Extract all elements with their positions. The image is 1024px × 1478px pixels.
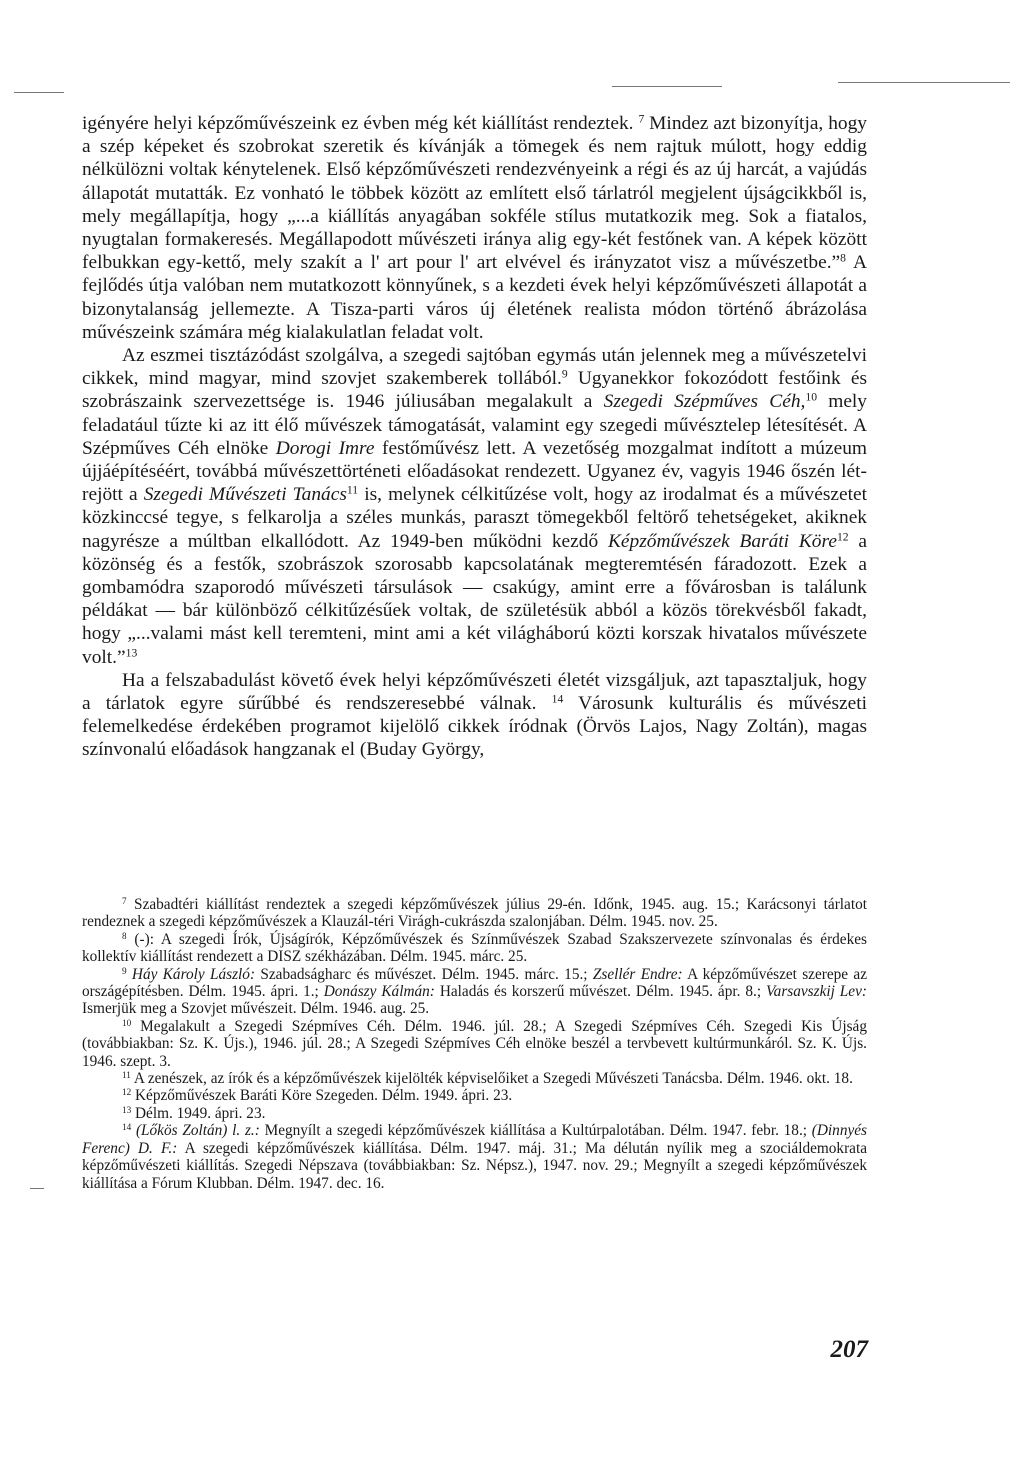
- footnote: [82, 896, 867, 931]
- header-rule-center: [612, 86, 722, 87]
- margin-mark: [30, 1188, 44, 1189]
- note-reference: 13: [122, 1104, 132, 1115]
- note-reference: 10: [805, 391, 818, 405]
- text-run: Szabadtéri kiállítást rendeztek a szegedi képzőművészek július 29-én. Időnk, 1945. aug. 15.; Karácsonyi tárlatot rendeznek a szegedi képzőművészek a Klauzál-téri Virágh-cukrászda szalonjában. Délm. 1945. nov. 25.: [82, 896, 867, 931]
- text-run: A zenészek, az írók és a képzőművészek kijelölték képviselőiket a Szegedi Művészeti Tanácsba. Délm. 1946. okt. 18.: [130, 1070, 853, 1088]
- footnote: [82, 1070, 867, 1087]
- note-reference: 8: [122, 930, 127, 941]
- footnote: [82, 1122, 867, 1192]
- header-rule-left: [14, 92, 64, 93]
- text-run: Képzőművészek Baráti Köre Szegeden. Délm. 1949. ápri. 23.: [131, 1087, 513, 1105]
- footnote: [82, 1087, 867, 1104]
- text-run: Városunk kulturális és művészeti felemelkedése érdekében programot kijelölő cikkek íródnak (Örvös Lajos, Nagy Zoltán), magas színvonalú előadások hangzanak el (Buday György,: [82, 693, 868, 761]
- footnote: [82, 966, 867, 1018]
- note-reference: 12: [836, 530, 849, 544]
- text-run: Ugyanekkor fokozódott festőink és szobrászaink szervezettsége is. 1946 júliusában megalakult a: [82, 368, 868, 413]
- header-rule-right: [838, 82, 1010, 83]
- note-reference: 7: [122, 895, 127, 906]
- text-run: Haladás és korszerű művészet. Délm. 1945. ápr. 8.;: [434, 983, 767, 1001]
- italic-text: (Dinnyés Ferenc) D. F.:: [82, 1122, 868, 1157]
- footnote: [82, 1018, 867, 1070]
- text-run: Az eszmei tisztázódást szolgálva, a szegedi sajtóban egymás után jelennek meg a művészetelvi cikkek, mind magyar, mind szovjet szakemberek tollából.: [82, 345, 867, 390]
- text-run: A szegedi képzőművészek kiállítása. Délm. 1947. máj. 31.; Ma délután nyílik meg a szociáldemokrata képzőművészeti kiállítás. Szegedi Népszava (továbbiakban: Sz. Népsz.), 1947. nov. 29.; Megnyílt a szegedi képzőművészek kiállítása a Fórum Klubban. Délm. 1947. dec. 16.: [82, 1139, 868, 1192]
- text-run: Délm. 1949. ápri. 23.: [131, 1104, 266, 1122]
- text-run: Mindez azt bizonyítja, hogy a szép képeket és szobrokat szeretik és kívánják a tömegek és nem rajtuk múlott, hogy eddig nélkülözni voltak kénytelenek. Első képzőművészeti rendezvényeink a régi és az új harcát, a vajúdás állapotát mutatták. Ez vonható le többek között az említett első tárlatról megjelent újságcikkből is, mely megállapítja, hogy „...a kiállítás anyagában sokféle stílus mutatkozik meg. Sok a fiatalos, nyugtalan formakeresés. Megállapodott művészeti iránya alig egy-két festőnek van. A képek között felbukkan egy-kettő, mely szakít a l' art pour l' art elvével és irányzatot visz a művészetbe.”: [82, 113, 867, 274]
- note-reference: 9: [122, 965, 127, 976]
- text-run: Ismerjük meg a Szovjet művészeit. Délm. 1946. aug. 25.: [82, 1000, 430, 1018]
- italic-text: Képzőművészek Baráti Köre: [607, 530, 837, 552]
- text-run: A fejlődés útja valóban nem mutatkozott könnyűnek, s a kezdeti évek helyi képzőművészeti állapotát a bizonytalanság jellemezte. A Tisza-parti város új életének realista módon történő ábrázolása művészeink számára még kialakulatlan feladat volt.: [82, 252, 868, 343]
- italic-text: Zsellér Endre:: [592, 965, 683, 983]
- text-run: A képzőművészet szerepe az országépítésben. Délm. 1945. ápri. 1.;: [82, 965, 867, 1001]
- body-paragraph: [82, 669, 867, 762]
- note-reference: 10: [122, 1017, 132, 1028]
- body-paragraph: [82, 344, 867, 669]
- italic-text: Donászy Kálmán:: [323, 983, 435, 1001]
- text-run: a közönség és a festők, szobrászok szorosabb kapcsolatának megteremtésén fáradozott. Ezek a gombamódra szaporodó művészeti társulások — csakúgy, amint erre a fővárosban is találunk példákat — bár különböző célkitűzésűek voltak, de születésük abból a közös törekvésből fakadt, hogy „...valami mást kell teremteni, mint ami a két világháború közti korszak hivatalos művészete volt.”: [82, 530, 867, 668]
- italic-text: Dorogi Imre: [275, 437, 375, 459]
- italic-text: Szegedi Művészeti Tanács: [143, 484, 347, 506]
- text-run: igényére helyi képzőművészeink ez évben még két kiállítást rendeztek.: [82, 113, 639, 134]
- text-run: Megnyílt a szegedi képzőművészek kiállítása a Kultúrpalotában. Délm. 1947. febr. 18.;: [259, 1122, 812, 1140]
- text-run: Szabadságharc és művészet. Délm. 1945. márc. 15.;: [255, 965, 593, 983]
- note-reference: 7: [638, 112, 645, 126]
- note-reference: 14: [551, 692, 564, 706]
- body-paragraph: [82, 112, 867, 344]
- italic-text: Varsavszkij Lev:: [766, 983, 867, 1001]
- note-reference: 12: [122, 1087, 132, 1098]
- note-reference: 8: [840, 251, 846, 265]
- note-reference: 9: [561, 367, 568, 381]
- text-run: mely feladatául tűzte ki az itt élő művészek támogatását, valamint egy szegedi művésztelep létesítését. A Szépműves Céh elnöke: [82, 391, 868, 459]
- text-run: Megalakult a Szegedi Szépmíves Céh. Délm. 1946. júl. 28.; A Szegedi Szépmíves Céh. Szegedi Kis Újság (továbbiakban: Sz. K. Újs.), 1946. júl. 28.; A Szegedi Szépmíves Céh elnöke beszél a tervbevett kultúrmunkáról. Sz. K. Újs. 1946. szept. 3.: [82, 1017, 867, 1070]
- footnotes: [82, 896, 867, 1192]
- italic-text: Háy Károly László:: [131, 965, 256, 983]
- italic-text: (Lőkös Zoltán) l. z.:: [135, 1122, 260, 1140]
- main-text: [82, 112, 867, 762]
- footnote: [82, 1105, 867, 1122]
- note-reference: 14: [122, 1122, 132, 1133]
- italic-text: Szegedi Szépműves Céh,: [603, 391, 806, 413]
- text-run: (-): A szegedi Írók, Újságírók, Képzőművészek és Színművészek Szabad Szakszervezete színvonalas és érdekes kollektív kiállítást rendezett a DISZ székházában. Délm. 1945. márc. 25.: [82, 930, 867, 966]
- page-number: 207: [830, 1336, 868, 1363]
- note-reference: 11: [122, 1070, 131, 1081]
- text-run: festőművész lett. A vezetőség mozgalmat indított a múzeum újjáépítéséért, továbbá művészettörténeti előadásokat rendezett. Ugyanez év, vagyis 1946 őszén létrejött a: [82, 437, 867, 506]
- note-reference: 13: [125, 646, 138, 660]
- text-run: is, melynek célkitűzése volt, hogy az irodalmat és a művészetet közkinccsé tegye, s felkarolja a széles munkás, paraszt tömegekből feltörő tehetségeket, akiknek nagyrésze a múltban elkallódott. Az 1949-ben működni kezdő: [82, 484, 867, 552]
- footnote: [82, 931, 867, 966]
- text-run: Ha a felszabadulást követő évek helyi képzőművészeti életét vizsgáljuk, azt tapasztaljuk, hogy a tárlatok egyre sűrűbbé és rendszeresebbé válnak.: [82, 669, 867, 715]
- note-reference: 11: [346, 483, 359, 497]
